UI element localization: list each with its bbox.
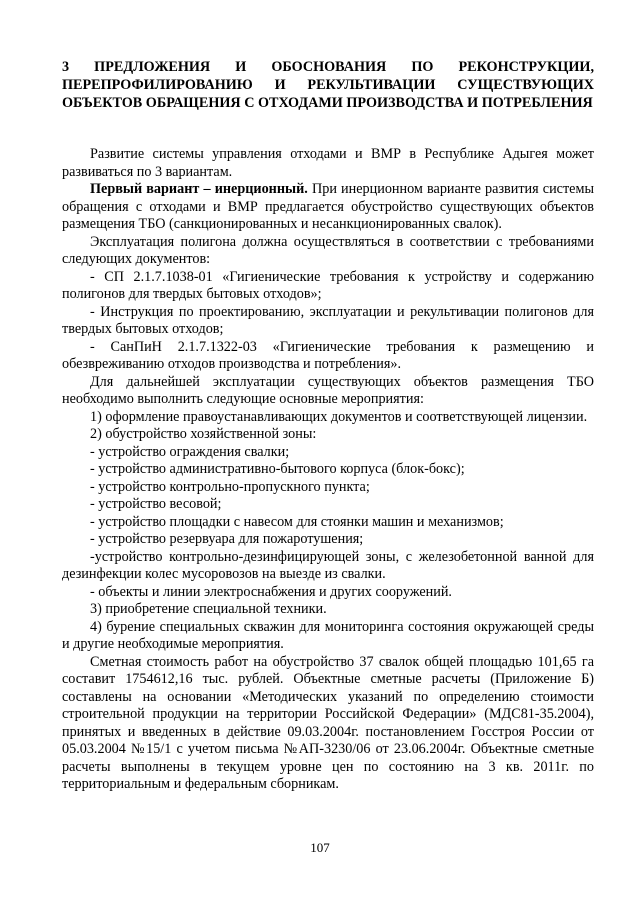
list-item-4: 4) бурение специальных скважин для мониторинга состояния окружающей среды и другие необходимые мероприятия. <box>62 618 594 652</box>
paragraph-measures: Для дальнейшей эксплуатации существующих объектов размещения ТБО необходимо выполнить следующие основные мероприятия: <box>62 373 594 407</box>
list-item-fence: - устройство ограждения свалки; <box>90 443 290 460</box>
first-variant-text: При инерционном варианте развития системы обращения с отходами и ВМР предлагается обустройство существующих объектов размещения ТБО (санкционированных и несанкционированных свалок). <box>62 181 594 232</box>
list-item-instruction: - Инструкция по проектированию, эксплуатации и рекультивации полигонов для твердых бытовых отходов; <box>62 303 594 337</box>
list-item-1: 1) оформление правоустанавливающих документов и соответствующей лицензии. <box>90 408 588 425</box>
paragraph-intro: Развитие системы управления отходами и ВМР в Республике Адыгея может развиваться по 3 вариантам. <box>62 146 594 180</box>
list-item-disinfection: -устройство контрольно-дезинфицирующей зоны, с железобетонной ванной для дезинфекции колес мусоровозов на выезде из свалки. <box>62 548 594 582</box>
list-item-3: 3) приобретение специальной техники. <box>90 601 327 617</box>
list-item-checkpoint: - устройство контрольно-пропускного пункта; <box>90 478 370 495</box>
list-item-parking: - устройство площадки с навесом для стоянки машин и механизмов; <box>90 513 504 530</box>
page-number: 107 <box>310 840 330 855</box>
list-item-admin: - устройство административно-бытового корпуса (блок-бокс); <box>90 461 465 477</box>
list-item-2: 2) обустройство хозяйственной зоны: <box>90 426 317 442</box>
section-heading: 3 ПРЕДЛОЖЕНИЯ И ОБОСНОВАНИЯ ПО РЕКОНСТРУКЦИИ, ПЕРЕПРОФИЛИРОВАНИЮ И РЕКУЛЬТИВАЦИИ СУЩЕСТВУЮЩИХ ОБЪЕКТОВ ОБРАЩЕНИЯ С ОТХОДАМИ ПРОИЗВОДСТВА И ПОТРЕБЛЕНИЯ <box>62 59 594 111</box>
list-item-sp: - СП 2.1.7.1038-01 «Гигиенические требования к устройству и содержанию полигонов для твердых бытовых отходов»; <box>62 268 594 302</box>
list-item-scales: - устройство весовой; <box>90 496 222 512</box>
paragraph-first-variant <box>62 181 594 234</box>
list-item-power: - объекты и линии электроснабжения и других сооружений. <box>90 583 452 600</box>
paragraph-requirements: Эксплуатация полигона должна осуществляться в соответствии с требованиями следующих документов: <box>62 233 594 267</box>
list-item-sanpin: - СанПиН 2.1.7.1322-03 «Гигиенические требования к размещению и обезвреживанию отходов производства и потребления». <box>62 338 594 372</box>
first-variant-title: Первый вариант – инерционный. <box>90 181 308 197</box>
document-page <box>62 58 594 794</box>
list-item-reservoir: - устройство резервуара для пожаротушения; <box>90 531 364 547</box>
paragraph-cost: Сметная стоимость работ на обустройство 37 свалок общей площадью 101,65 га составит 1754612,16 тыс. рублей. Объектные сметные расчеты (Приложение Б) составлены на основании «Методических указаний по определению стоимости строительной продукции на территории Российской Федерации» (МДС81-35.2004), принятых и введенных в действие 09.03.2004г. постановлением Госстроя России от 05.03.2004 №15/1 с учетом письма №АП-3230/06 от 23.06.2004г. Объектные сметные расчеты выполнены в текущем уровне цен по состоянию на 3 кв. 2011г. по территориальным и федеральным сборникам. <box>62 653 594 792</box>
